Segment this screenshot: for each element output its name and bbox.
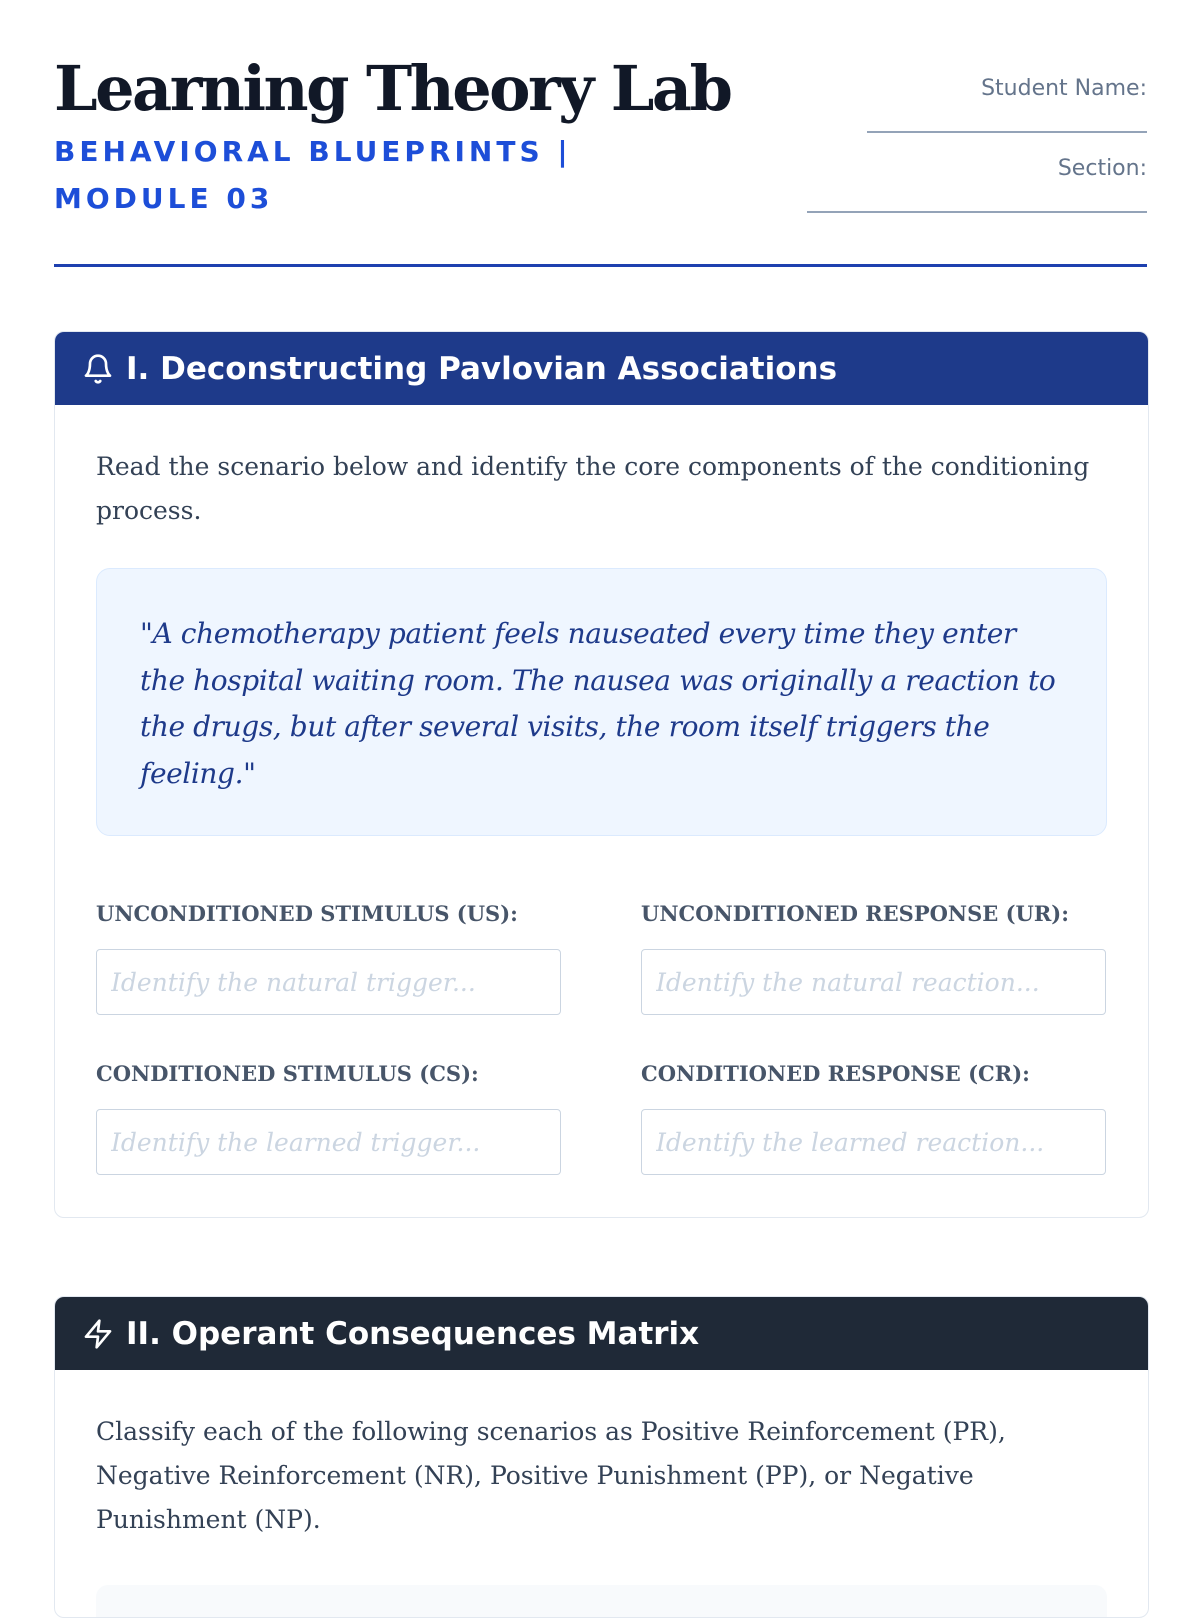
- us-input[interactable]: [96, 949, 561, 1015]
- lightning-bolt-icon: [82, 1318, 114, 1350]
- student-name-label: Student Name:: [981, 76, 1147, 101]
- scenario-quote: "A chemotherapy patient feels nauseated every time they enter the hospital waiting room. The nausea was originally a reaction to the drugs, but after several visits, the room itself triggers the feeling.": [96, 568, 1107, 836]
- bell-icon: [82, 353, 114, 385]
- page-subtitle: BEHAVIORAL BLUEPRINTS | MODULE 03: [54, 135, 572, 215]
- ur-label: UNCONDITIONED RESPONSE (UR):: [641, 901, 1069, 926]
- section-pavlovian: [54, 331, 1149, 1218]
- section-pavlovian-title: I. Deconstructing Pavlovian Associations: [126, 350, 838, 387]
- section-line[interactable]: [807, 211, 1147, 213]
- section-operant-title: II. Operant Consequences Matrix: [126, 1315, 700, 1352]
- cr-label: CONDITIONED RESPONSE (CR):: [641, 1061, 1030, 1086]
- operant-scenario-box: [96, 1585, 1107, 1618]
- cs-label: CONDITIONED STIMULUS (CS):: [96, 1061, 479, 1086]
- section-label: Section:: [1057, 156, 1147, 181]
- section-operant-header: [55, 1297, 1148, 1370]
- section-pavlovian-instructions: Read the scenario below and identify the core components of the conditioning process.: [96, 452, 1090, 525]
- section-operant-instructions: Classify each of the following scenarios as Positive Reinforcement (PR), Negative Reinforcement (NR), Positive Punishment (PP), or Negative Punishment (NP).: [96, 1417, 1006, 1534]
- section-pavlovian-header: [55, 332, 1148, 405]
- ur-input[interactable]: [641, 949, 1106, 1015]
- us-label: UNCONDITIONED STIMULUS (US):: [96, 901, 518, 926]
- cr-input[interactable]: [641, 1109, 1106, 1175]
- page-title: Learning Theory Lab: [54, 52, 731, 125]
- worksheet-header: [54, 0, 1147, 267]
- section-operant: [54, 1296, 1149, 1618]
- student-name-line[interactable]: [867, 131, 1147, 133]
- cs-input[interactable]: [96, 1109, 561, 1175]
